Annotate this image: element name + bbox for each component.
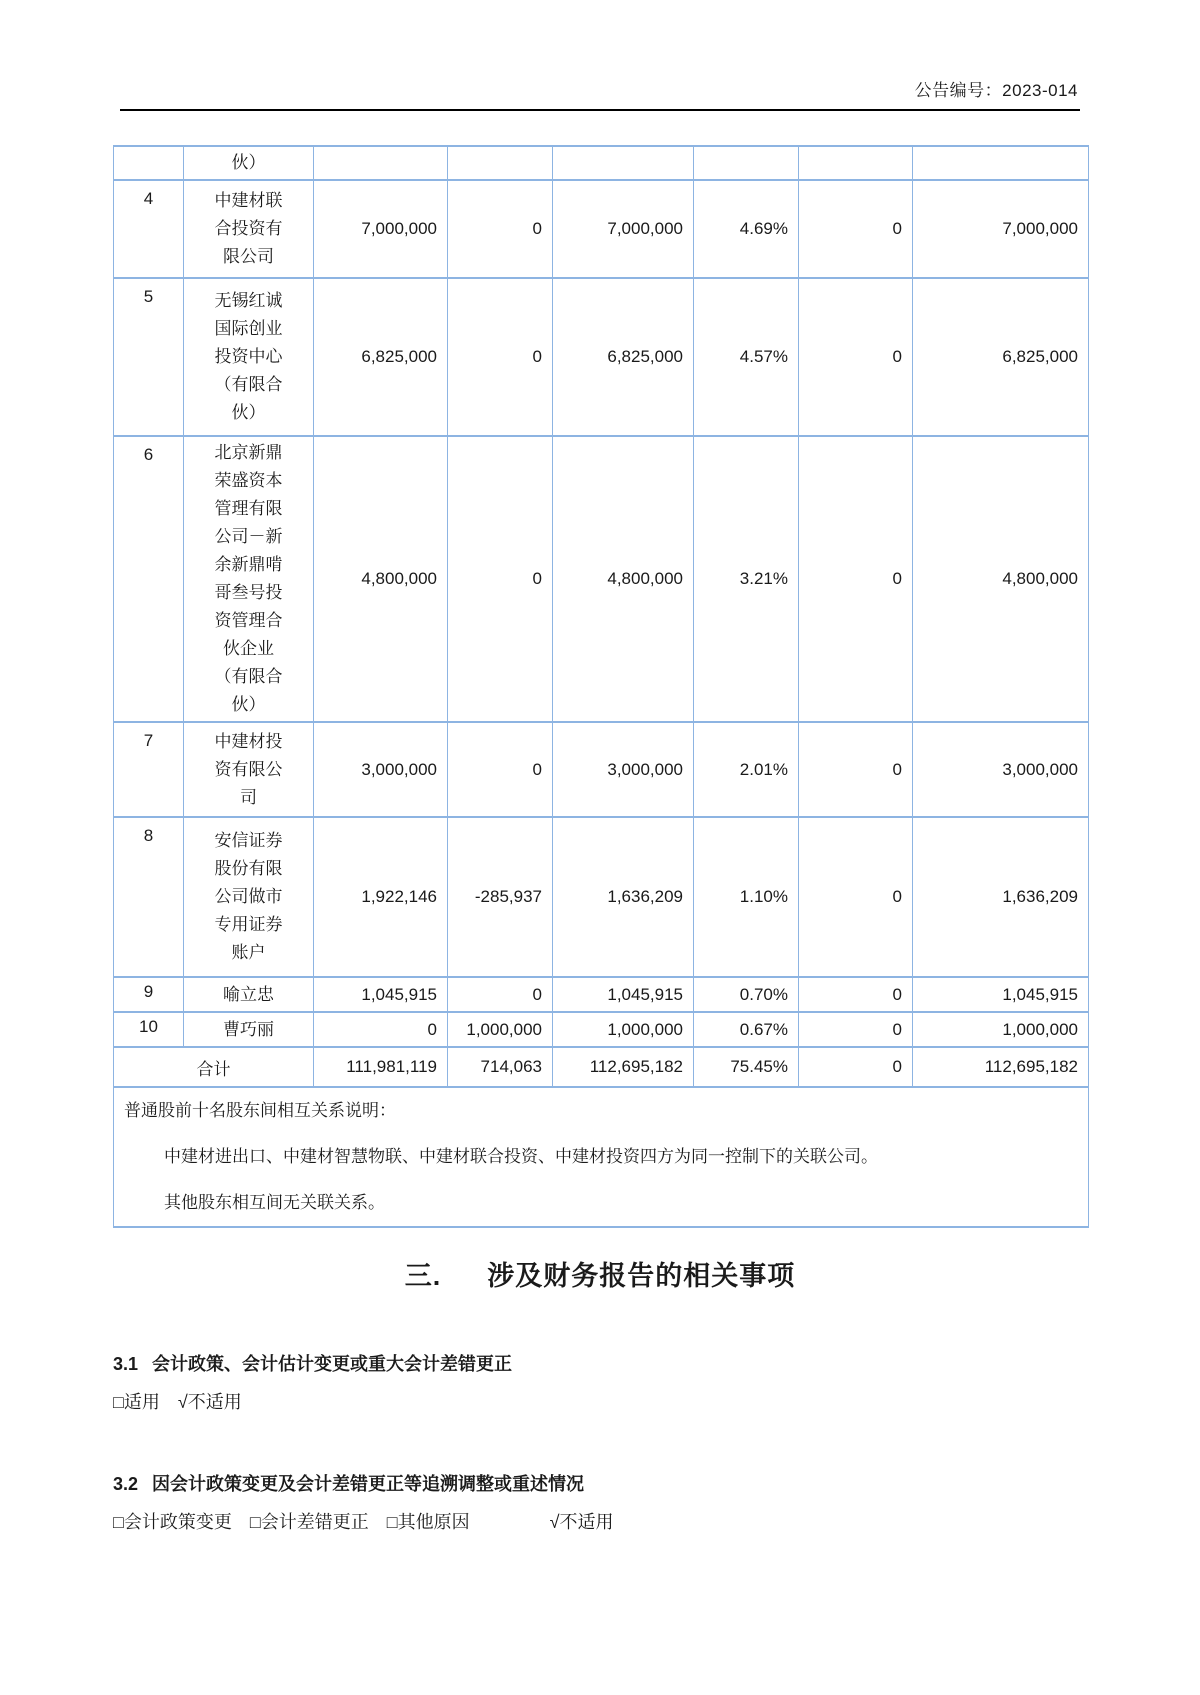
value-cell: 0 (799, 977, 913, 1012)
value-cell: 1,000,000 (913, 1012, 1089, 1047)
value-cell: 4.57% (694, 278, 799, 436)
relationship-note (114, 1087, 1089, 1227)
table-row (114, 1012, 1089, 1047)
rank-cell: 10 (114, 1012, 184, 1047)
subsection-3-2-title: 因会计政策变更及会计差错更正等追溯调整或重述情况 (152, 1474, 585, 1494)
value-cell: 3.21% (694, 436, 799, 722)
value-cell: 1,000,000 (448, 1012, 553, 1047)
subsection-3-2-heading (113, 1470, 1093, 1496)
value-cell: 1,045,915 (913, 977, 1089, 1012)
value-cell: 4.69% (694, 180, 799, 278)
announcement-number: 公告编号：2023-014 (914, 81, 1078, 100)
value-cell: 1,636,209 (913, 817, 1089, 977)
shareholder-name-cell: 北京新鼎荣盛资本管理有限公司－新余新鼎啃哥叁号投资管理合伙企业（有限合伙） (184, 436, 314, 722)
value-cell: 4,800,000 (913, 436, 1089, 722)
rank-cell: 9 (114, 977, 184, 1012)
shareholder-name-fragment: 伙） (184, 146, 314, 180)
rank-cell: 5 (114, 278, 184, 436)
rank-cell: 4 (114, 180, 184, 278)
relationship-note-line: 其他股东相互间无关联关系。 (164, 1193, 385, 1212)
option-other-reason: □其他原因 (386, 1512, 470, 1532)
subsection-3-1-options (113, 1388, 1093, 1414)
value-cell: 0.70% (694, 977, 799, 1012)
value-cell: 3,000,000 (913, 722, 1089, 817)
value-cell: 0 (799, 436, 913, 722)
total-value-cell: 714,063 (448, 1047, 553, 1087)
subsection-3-2-number: 3.2 (113, 1474, 139, 1494)
carryover-row (114, 146, 1089, 180)
value-cell: 0 (448, 180, 553, 278)
option-accounting-error-correction: □会计差错更正 (249, 1512, 369, 1532)
value-cell: 0 (799, 278, 913, 436)
table-row (114, 436, 1089, 722)
shareholder-name-cell: 无锡红诚国际创业投资中心（有限合伙） (184, 278, 314, 436)
header-rule (120, 109, 1080, 111)
section-3-title (0, 1254, 1200, 1293)
shareholder-name-cell: 中建材投资有限公司 (184, 722, 314, 817)
subsection-3-1-heading (113, 1350, 1093, 1376)
value-cell: 1.10% (694, 817, 799, 977)
value-cell: 0 (448, 436, 553, 722)
section-3-number: 三. (404, 1261, 442, 1291)
relationship-note-line: 中建材进出口、中建材智慧物联、中建材联合投资、中建材投资四方为同一控制下的关联公司。 (164, 1147, 878, 1166)
value-cell: 0 (799, 1012, 913, 1047)
subsection-3-1 (113, 1350, 1093, 1414)
value-cell: 6,825,000 (553, 278, 694, 436)
subsection-3-1-title: 会计政策、会计估计变更或重大会计差错更正 (152, 1354, 513, 1374)
value-cell: 0.67% (694, 1012, 799, 1047)
subsection-3-2 (113, 1470, 1093, 1534)
value-cell: 1,045,915 (553, 977, 694, 1012)
section-3-heading-text: 涉及财务报告的相关事项 (487, 1261, 796, 1291)
rank-cell: 8 (114, 817, 184, 977)
total-value-cell: 112,695,182 (913, 1047, 1089, 1087)
option-not-applicable: √不适用 (549, 1512, 614, 1532)
value-cell: 3,000,000 (553, 722, 694, 817)
subsection-3-1-number: 3.1 (113, 1354, 139, 1374)
total-row (114, 1047, 1089, 1087)
value-cell: 1,922,146 (314, 817, 448, 977)
table-row (114, 817, 1089, 977)
relationship-note-heading: 普通股前十名股东间相互关系说明： (124, 1101, 396, 1120)
value-cell: 1,000,000 (553, 1012, 694, 1047)
value-cell: 7,000,000 (913, 180, 1089, 278)
rank-cell (114, 146, 184, 180)
table-row (114, 977, 1089, 1012)
value-cell: 3,000,000 (314, 722, 448, 817)
value-cell: 0 (799, 722, 913, 817)
value-cell: 0 (799, 180, 913, 278)
table-row (114, 180, 1089, 278)
rank-cell: 6 (114, 436, 184, 722)
total-label: 合计 (114, 1047, 314, 1087)
value-cell: 0 (448, 722, 553, 817)
value-cell: 0 (314, 1012, 448, 1047)
shareholder-name-cell: 安信证券股份有限公司做市专用证券账户 (184, 817, 314, 977)
value-cell: 2.01% (694, 722, 799, 817)
notes-row (114, 1087, 1089, 1227)
table-row (114, 278, 1089, 436)
value-cell: 6,825,000 (314, 278, 448, 436)
value-cell: 4,800,000 (553, 436, 694, 722)
value-cell: -285,937 (448, 817, 553, 977)
total-value-cell: 75.45% (694, 1047, 799, 1087)
value-cell: 6,825,000 (913, 278, 1089, 436)
rank-cell: 7 (114, 722, 184, 817)
option-accounting-policy-change: □会计政策变更 (113, 1512, 232, 1532)
value-cell: 7,000,000 (314, 180, 448, 278)
value-cell: 0 (448, 977, 553, 1012)
option-applicable: □适用 (113, 1392, 160, 1412)
top10-shareholders-table (113, 145, 1089, 1228)
subsection-3-2-options (113, 1508, 1093, 1534)
value-cell: 4,800,000 (314, 436, 448, 722)
value-cell: 0 (799, 817, 913, 977)
total-value-cell: 112,695,182 (553, 1047, 694, 1087)
option-not-applicable: √不适用 (177, 1392, 242, 1412)
total-value-cell: 0 (799, 1047, 913, 1087)
shareholder-name-cell: 中建材联合投资有限公司 (184, 180, 314, 278)
value-cell: 1,045,915 (314, 977, 448, 1012)
value-cell: 0 (448, 278, 553, 436)
value-cell: 1,636,209 (553, 817, 694, 977)
shareholder-name-cell: 喻立忠 (184, 977, 314, 1012)
total-value-cell: 111,981,119 (314, 1047, 448, 1087)
value-cell: 7,000,000 (553, 180, 694, 278)
table-row (114, 722, 1089, 817)
shareholder-name-cell: 曹巧丽 (184, 1012, 314, 1047)
